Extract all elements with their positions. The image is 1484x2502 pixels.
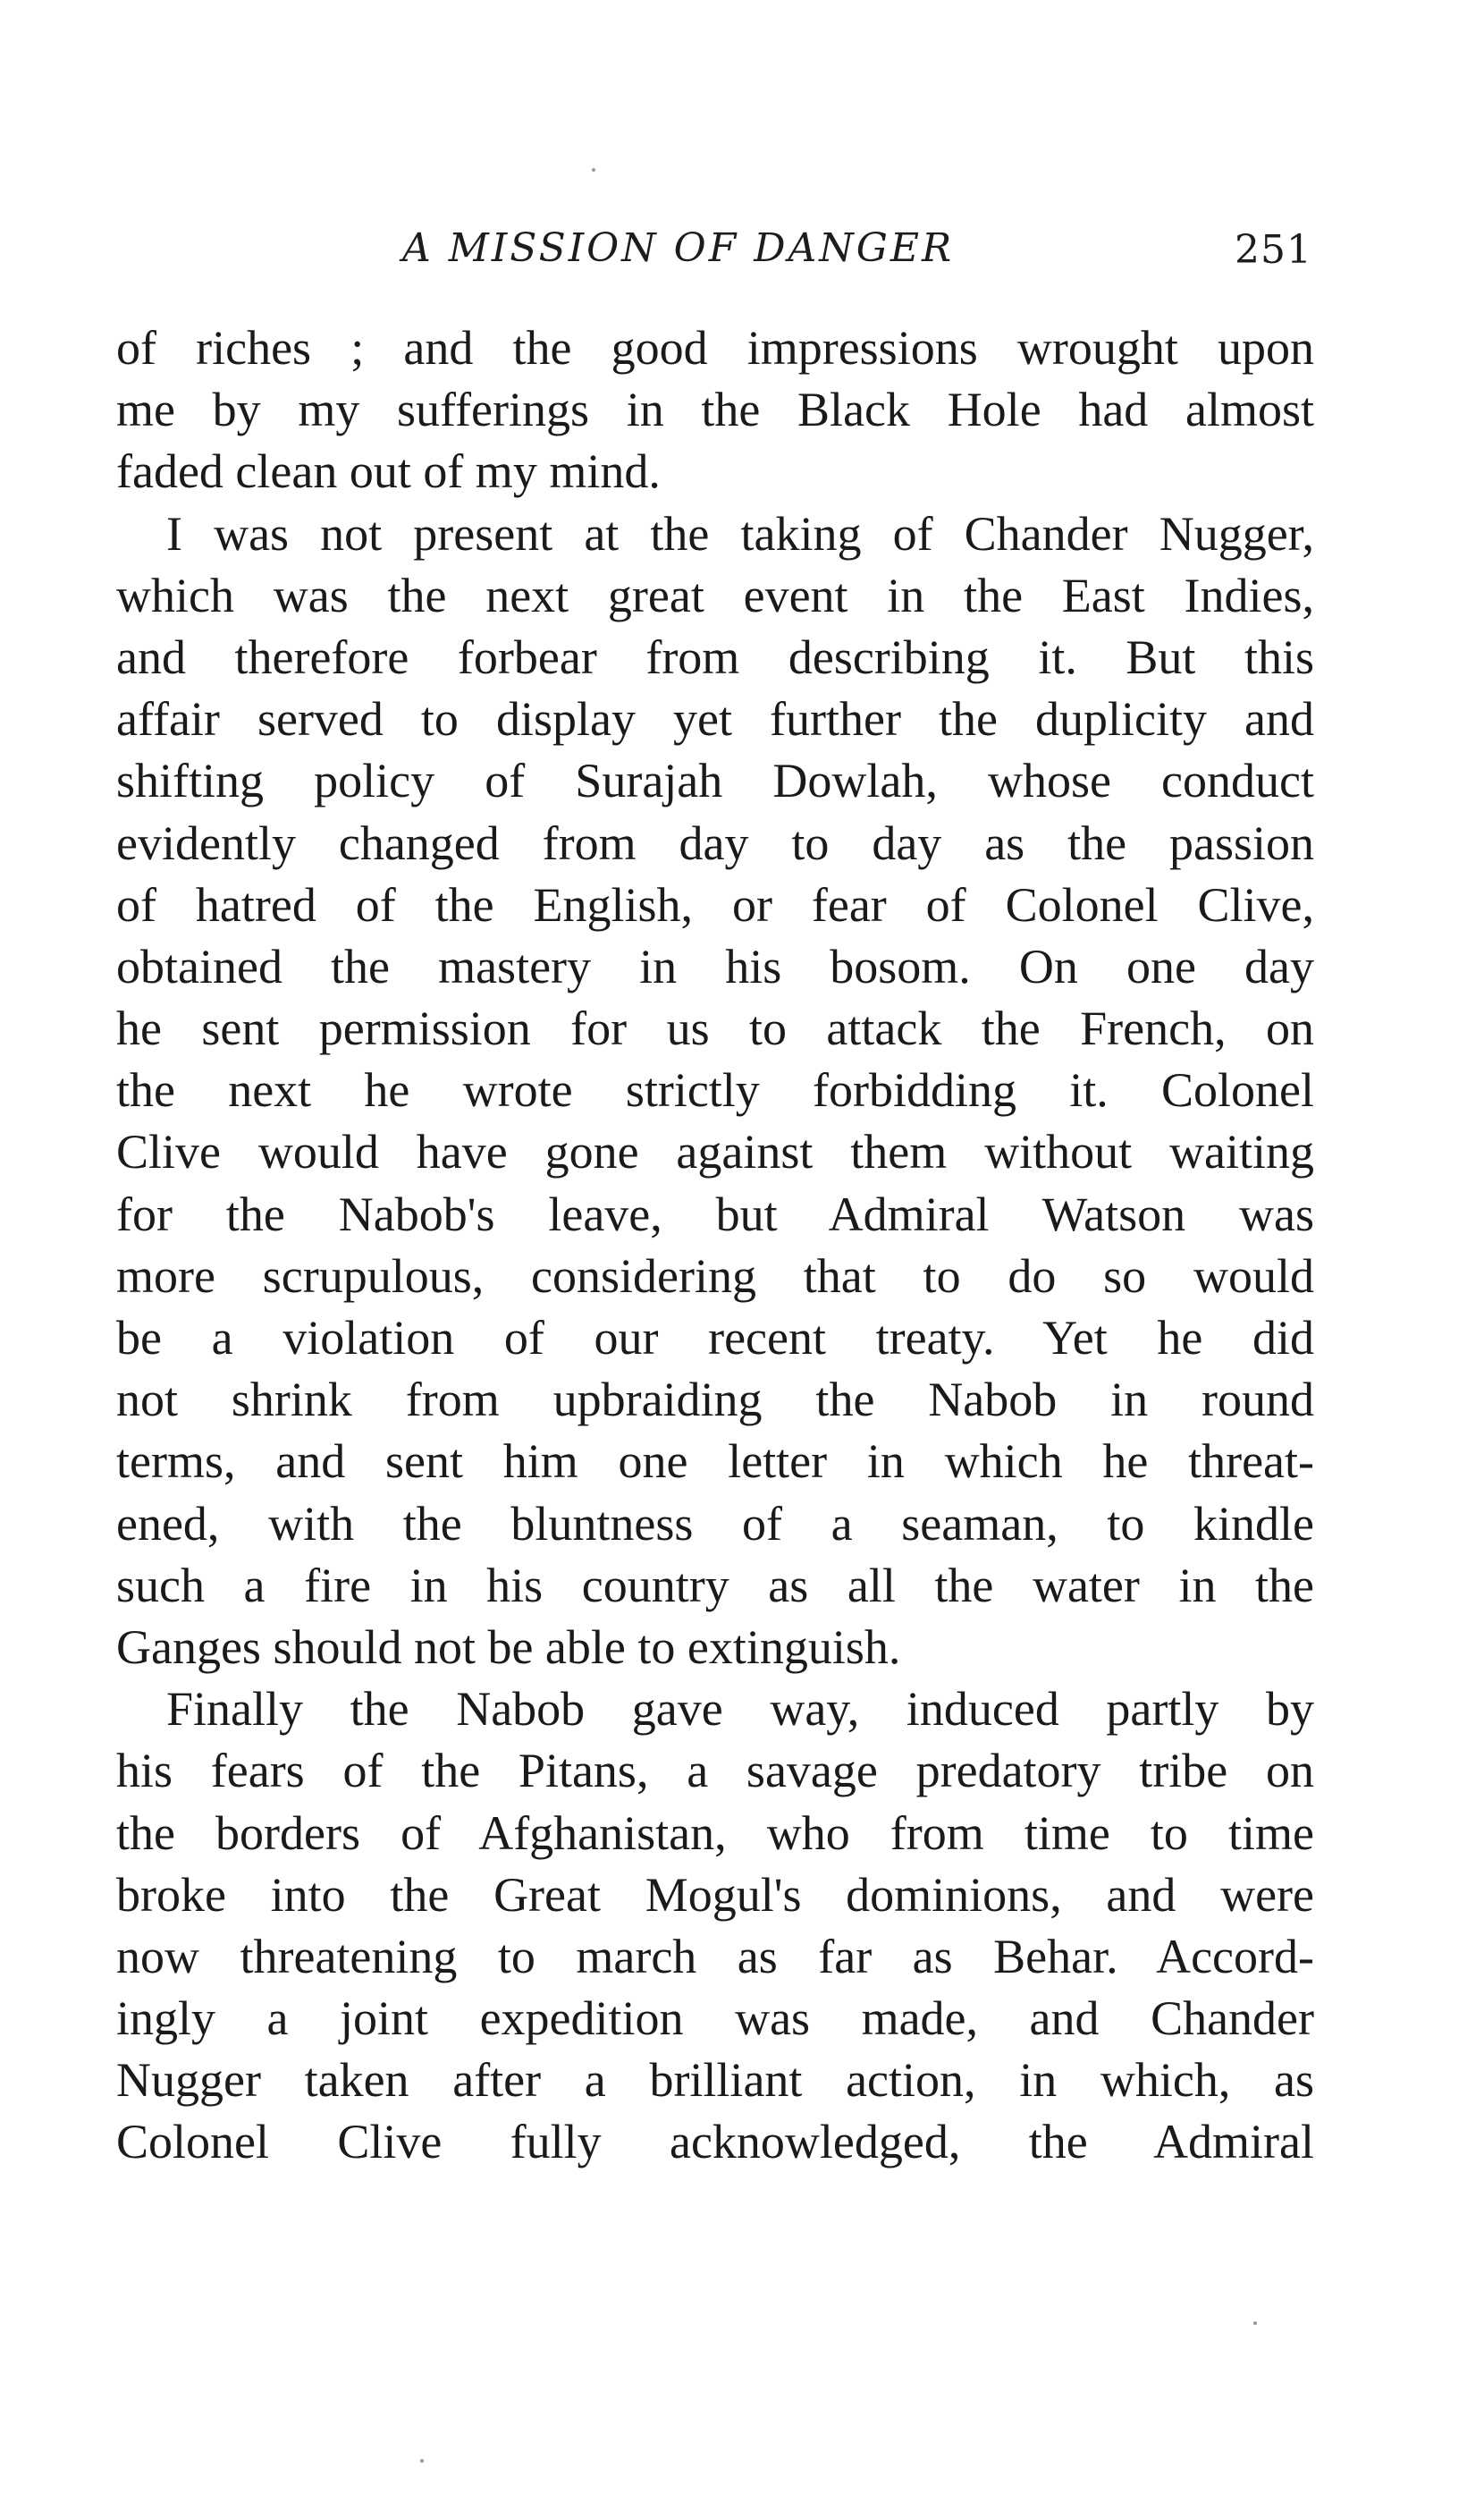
text-line: Clive would have gone against them without waiting [116, 1125, 1314, 1179]
text-line: I was not present at the taking of Chander Nugger, [166, 506, 1314, 561]
text-line: ened, with the bluntness of a seaman, to kindle [116, 1496, 1314, 1551]
text-line: faded clean out of my mind. [116, 444, 661, 499]
text-line: evidently changed from day to day as the passion [116, 816, 1314, 870]
text-line: be a violation of our recent treaty. Yet he did [116, 1311, 1314, 1365]
paper-speck [592, 168, 595, 172]
text-line: such a fire in his country as all the water in the [116, 1558, 1314, 1612]
paper-speck [420, 2459, 424, 2463]
body-text [116, 317, 1314, 2174]
paragraph [116, 1678, 1314, 2174]
text-line: for the Nabob's leave, but Admiral Watson was [116, 1187, 1314, 1241]
text-line: shifting policy of Surajah Dowlah, whose conduct [116, 754, 1314, 808]
text-line: and therefore forbear from describing it. But this [116, 630, 1314, 684]
text-line: more scrupulous, considering that to do so would [116, 1248, 1314, 1303]
running-title: A MISSION OF DANGER [402, 225, 955, 271]
text-line: Nugger taken after a brilliant action, in which, as [116, 2053, 1314, 2108]
text-line: Colonel Clive fully acknowledged, the Admiral [116, 2115, 1314, 2169]
text-line: Ganges should not be able to extinguish. [116, 1619, 901, 1674]
text-line: he sent permission for us to attack the French, on [116, 1002, 1314, 1056]
running-header [116, 225, 1314, 288]
paragraph [116, 503, 1314, 1679]
paper-speck [1253, 2321, 1257, 2325]
text-line: obtained the mastery in his bosom. On one day [116, 939, 1314, 993]
text-line: of riches ; and the good impressions wrought upon [116, 321, 1314, 375]
text-line: his fears of the Pitans, a savage predatory tribe on [116, 1744, 1314, 1798]
text-line: of hatred of the English, or fear of Colonel Clive, [116, 877, 1314, 932]
text-line: broke into the Great Mogul's dominions, and were [116, 1867, 1314, 1922]
paragraph [116, 317, 1314, 503]
text-line: the next he wrote strictly forbidding it. Colonel [116, 1063, 1314, 1118]
text-line: ingly a joint expedition was made, and Chander [116, 1991, 1314, 2046]
text-line: not shrink from upbraiding the Nabob in round [116, 1373, 1314, 1427]
text-line: affair served to display yet further the duplicity and [116, 692, 1314, 747]
text-line: which was the next great event in the East Indies, [116, 568, 1314, 622]
text-line: terms, and sent him one letter in which he threat- [116, 1434, 1314, 1489]
text-line: me by my sufferings in the Black Hole had almost [116, 383, 1314, 437]
text-line: now threatening to march as far as Behar. Accord- [116, 1929, 1314, 1983]
text-line: Finally the Nabob gave way, induced partly by [166, 1682, 1314, 1737]
text-line: the borders of Afghanistan, who from time to time [116, 1805, 1314, 1860]
page-number: 251 [1235, 227, 1312, 273]
